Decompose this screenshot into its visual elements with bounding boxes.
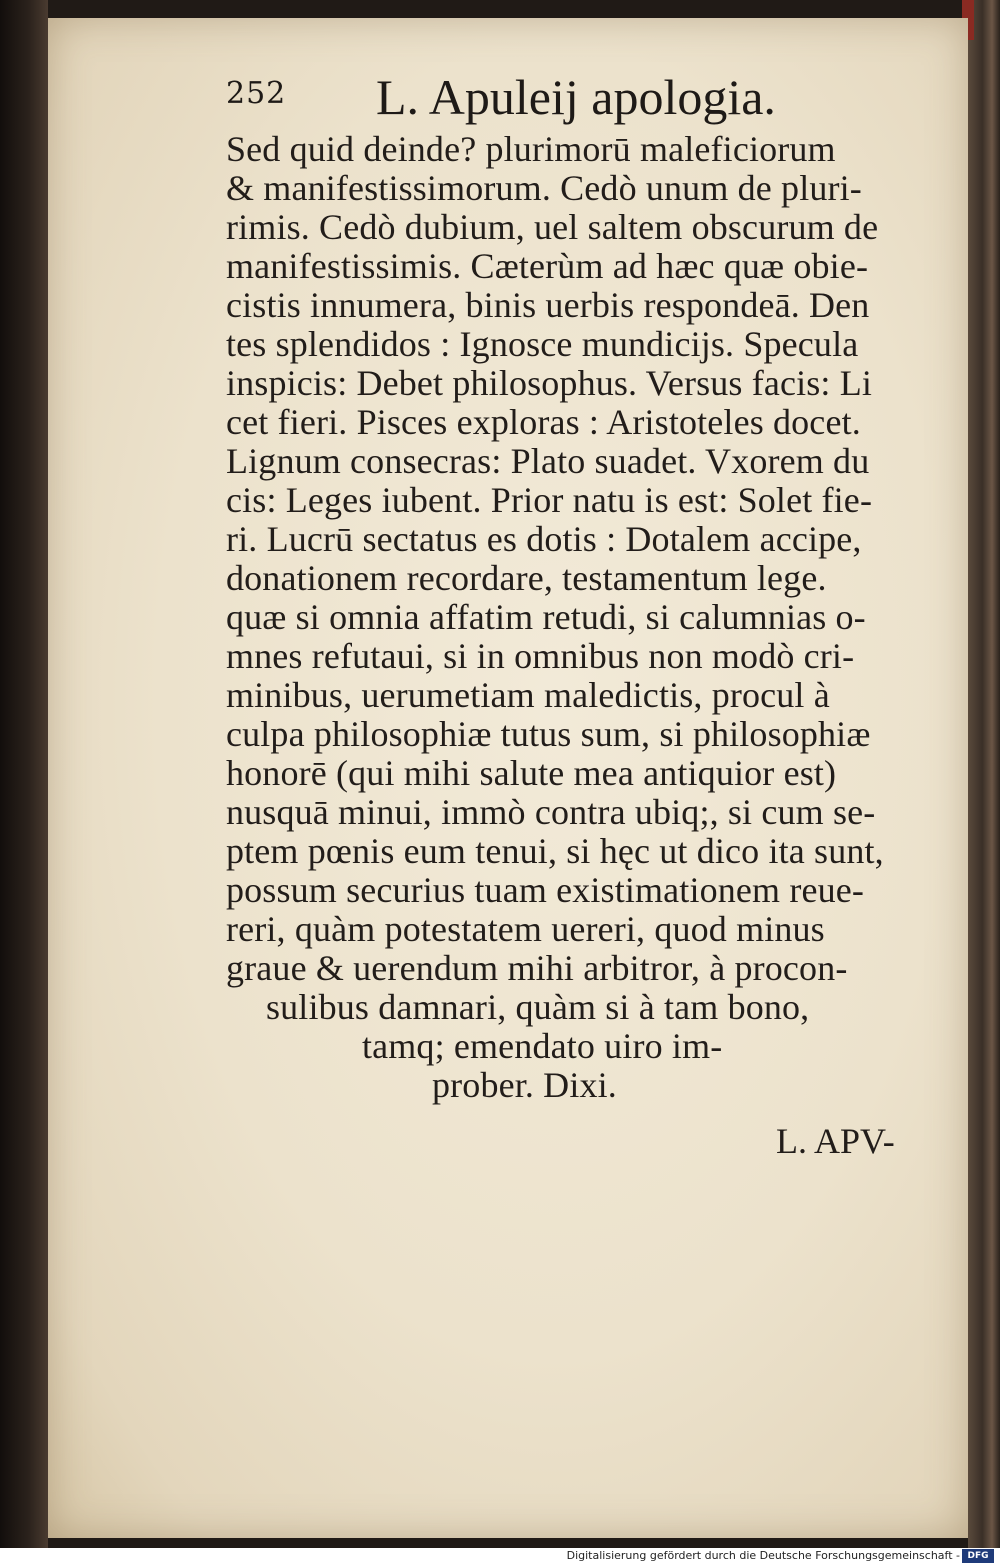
text-line: donationem recordare, testamentum lege.: [226, 558, 827, 598]
text-line-centered: prober. Dixi.: [432, 1065, 617, 1105]
text-line: tes splendidos : Ignosce mundicijs. Specula: [226, 324, 859, 364]
text-line: mnes refutaui, si in omnibus non modò cri-: [226, 636, 855, 676]
body-text: [226, 130, 946, 1105]
text-line: cet fieri. Pisces exploras : Aristoteles docet.: [226, 402, 861, 442]
text-line: possum securius tuam existimationem reue-: [226, 870, 865, 910]
text-line: cis: Leges iubent. Prior natu is est: Solet fie-: [226, 480, 873, 520]
text-line: ptem pœnis eum tenui, si hęc ut dico ita sunt,: [226, 831, 884, 871]
text-line: manifestissimis. Cæterùm ad hæc quæ obie-: [226, 246, 869, 286]
text-line: ri. Lucrū sectatus es dotis : Dotalem accipe,: [226, 519, 862, 559]
text-line: & manifestissimorum. Cedò unum de pluri-: [226, 168, 862, 208]
catchword: L. APV-: [776, 1121, 895, 1161]
text-line: honorē (qui mihi salute mea antiquior est): [226, 753, 837, 793]
text-line-centered: sulibus damnari, quàm si à tam bono,: [266, 987, 810, 1027]
text-line: Lignum consecras: Plato suadet. Vxorem du: [226, 441, 870, 481]
text-line: minibus, uerumetiam maledictis, procul à: [226, 675, 830, 715]
text-line: quæ si omnia affatim retudi, si calumnias o-: [226, 597, 866, 637]
text-line: reri, quàm potestatem uereri, quod minus: [226, 909, 825, 949]
text-line: rimis. Cedò dubium, uel saltem obscurum de: [226, 207, 879, 247]
page-edge: [968, 0, 1000, 1548]
text-line: inspicis: Debet philosophus. Versus facis: Li: [226, 363, 873, 403]
text-line: cistis innumera, binis uerbis respondeā. Den: [226, 285, 870, 325]
digitization-credit: Digitalisierung gefördert durch die Deutsche Forschungsgemeinschaft -: [566, 1549, 960, 1562]
text-line: nusquā minui, immò contra ubiq;, si cum se-: [226, 792, 876, 832]
running-head: L. Apuleij apologia.: [376, 69, 776, 125]
text-line: Sed quid deinde? plurimorū maleficiorum: [226, 129, 836, 169]
page-header: [226, 68, 946, 128]
text-line-centered: tamq; emendato uiro im-: [362, 1026, 723, 1066]
page-number: 252: [226, 76, 287, 111]
binding-shadow: [0, 0, 48, 1548]
text-line: graue & uerendum mihi arbitror, à procon-: [226, 948, 848, 988]
text-line: culpa philosophiæ tutus sum, si philosophiæ: [226, 714, 871, 754]
dfg-logo-icon: DFG: [962, 1549, 994, 1563]
